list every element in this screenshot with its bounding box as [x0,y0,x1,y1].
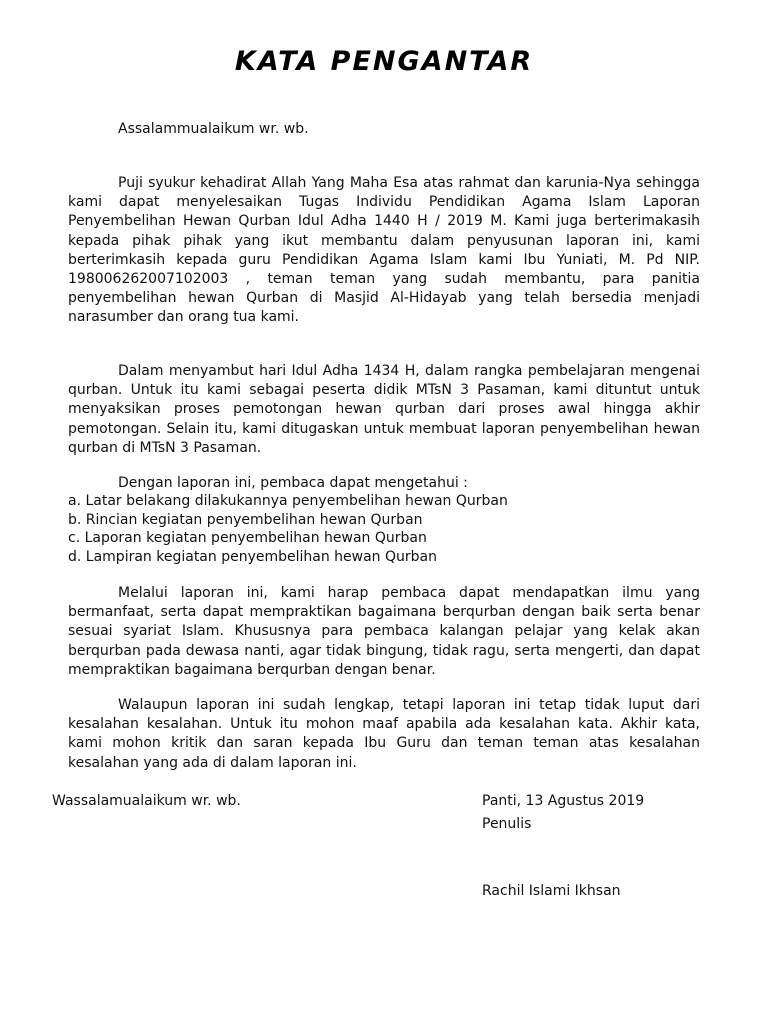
list-intro: Dengan laporan ini, pembaca dapat mengetahui : [118,475,468,491]
signature-name: Rachil Islami Ikhsan [482,883,621,899]
list-item: d. Lampiran kegiatan penyembelihan hewan Qurban [68,548,437,565]
closing-greeting: Wassalamualaikum wr. wb. [52,793,241,809]
paragraph-apology: Walaupun laporan ini sudah lengkap, tetapi laporan ini tetap tidak luput dari kesalahan kesalahan. Untuk itu mohon maaf apabila ada kesalahan kata. Akhir kata, kami mohon kritik dan saran kepada Ibu Guru dan teman teman atas kesalahan kesalahan yang ada di dalam laporan ini. [68,697,700,771]
signature-block [482,792,742,834]
paragraph-background: Dalam menyambut hari Idul Adha 1434 H, dalam rangka pembelajaran mengenai qurban. Untuk itu kami sebagai peserta didik MTsN 3 Pasaman, kami dituntut untuk menyaksikan proses pemotongan hewan qurban dari proses awal hingga akhir pemotongan. Selain itu, kami ditugaskan untuk membuat laporan penyembelihan hewan qurban di MTsN 3 Pasaman. [68,363,700,456]
paragraph-purpose: Melalui laporan ini, kami harap pembaca dapat mendapatkan ilmu yang bermanfaat, serta dapat mempraktikan bagaimana berqurban dengan baik serta benar sesuai syariat Islam. Khususnya para pembaca kalangan pelajar yang kelak akan berqurban pada dewasa nanti, agar tidak bingung, tidak ragu, serta mengerti, dan dapat mempraktikan bagaimana berqurban dengan benar. [68,585,700,678]
signature-role: Penulis [482,816,532,832]
signature-place-date: Panti, 13 Agustus 2019 [482,793,645,809]
opening-greeting: Assalammualaikum wr. wb. [118,121,309,137]
list-item: a. Latar belakang dilakukannya penyembelihan hewan Qurban [68,493,508,509]
list-item: c. Laporan kegiatan penyembelihan hewan Qurban [68,530,427,547]
paragraph-acknowledgement: Puji syukur kehadirat Allah Yang Maha Esa atas rahmat dan karunia-Nya sehingga kami dapat menyelesaikan Tugas Individu Pendidikan Agama Islam Laporan Penyembelihan Hewan Qurban Idul Adha 1440 H / 2019 M. Kami juga berterimakasih kepada pihak pihak yang ikut membantu dalam penyusunan laporan ini, kami berterimkasih kepada guru Pendidikan Agama Islam kami Ibu Yuniati, M. Pd NIP. 198006262007102003 , teman teman yang sudah membantu, para panitia penyembelihan hewan Qurban di Masjid Al-Hidayab yang telah bersedia menjadi narasumber dan orang tua kami. [68,175,700,326]
contents-list [68,492,508,566]
page-title: KATA PENGANTAR [234,46,534,77]
list-item: b. Rincian kegiatan penyembelihan hewan Qurban [68,511,423,528]
